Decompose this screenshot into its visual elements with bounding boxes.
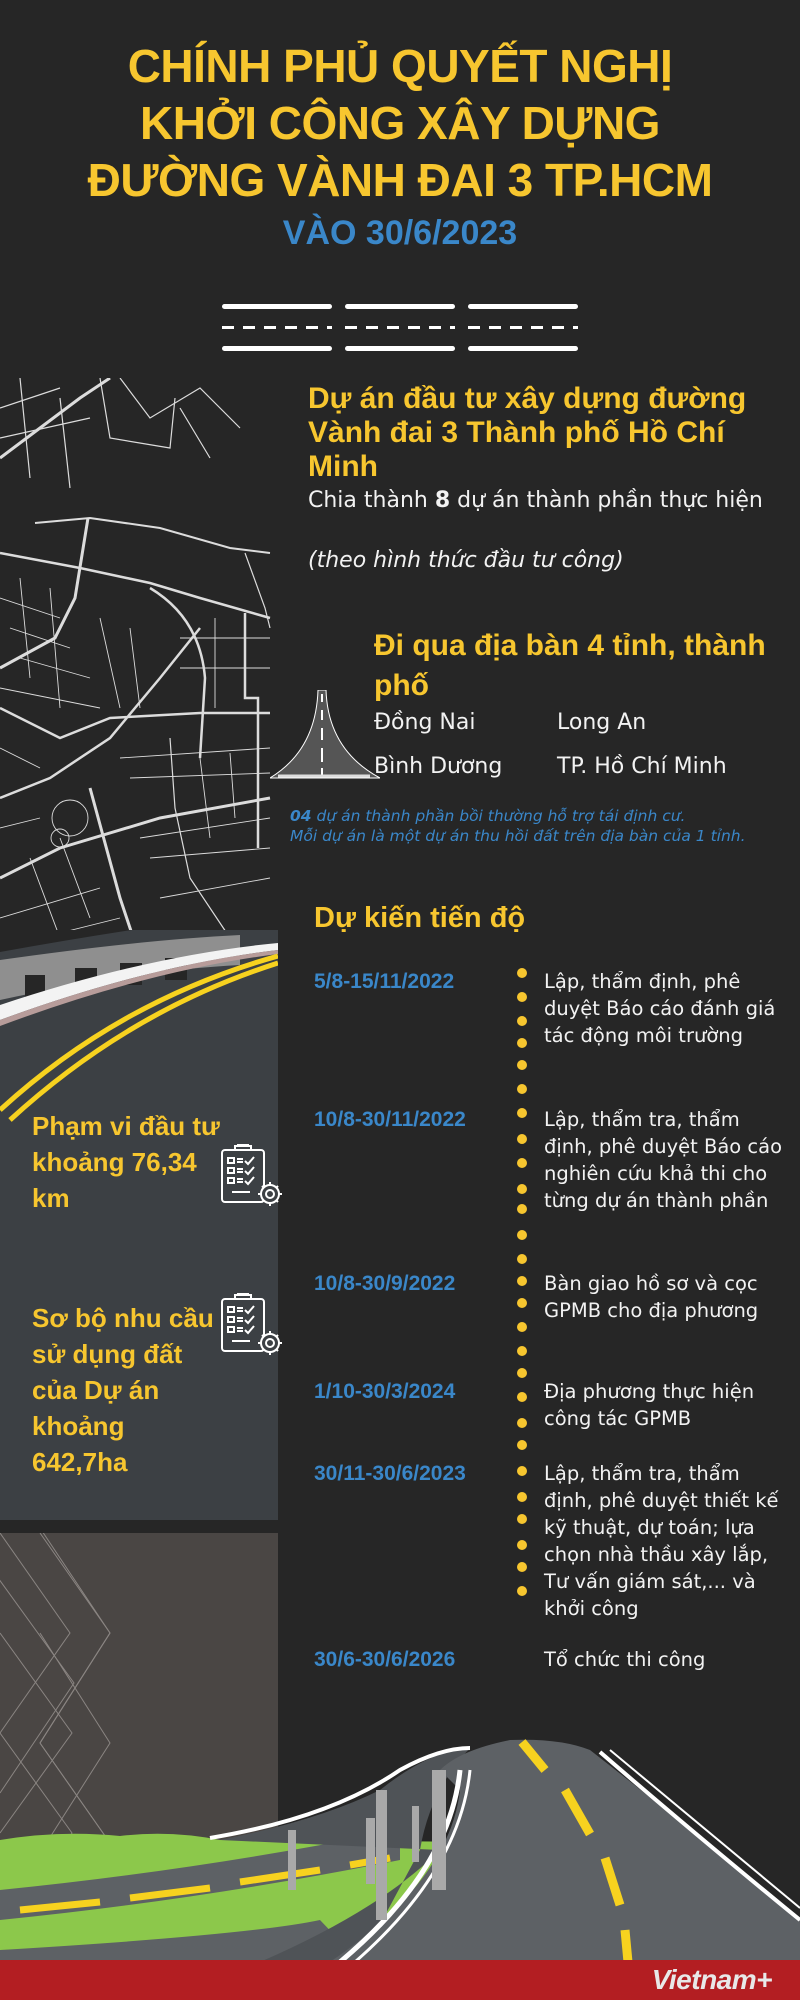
schedule-desc: Bàn giao hồ sơ và cọc GPMB cho địa phương — [544, 1272, 759, 1322]
schedule-row — [314, 968, 800, 1106]
schedule-row — [314, 1646, 800, 1673]
schedule-desc: Tổ chức thi công — [544, 1648, 706, 1671]
project-description: Chia thành 8 dự án thành phần thực hiện — [308, 488, 763, 513]
schedule-desc: Địa phương thực hiện công tác GPMB — [544, 1380, 755, 1430]
component-count: 8 — [434, 488, 451, 513]
checklist-gear-icon — [218, 1293, 284, 1359]
province-item: TP. Hồ Chí Minh — [557, 754, 727, 779]
schedule-desc: Lập, thẩm định, phê duyệt Báo cáo đánh giá tác động môi trường — [544, 970, 776, 1047]
page-title — [0, 38, 800, 209]
city-map-illustration — [0, 378, 278, 958]
stat-land: Sơ bộ nhu cầu sử dụng đất của Dự án khoảng 642,7ha — [32, 1303, 214, 1477]
vietnamplus-logo: Vietnam+ — [651, 1964, 772, 1995]
schedule-date: 5/8-15/11/2022 — [314, 970, 455, 993]
project-investment-note: (theo hình thức đầu tư công) — [308, 548, 624, 573]
schedule-date: 30/11-30/6/2023 — [314, 1462, 466, 1485]
schedule-timeline — [314, 968, 800, 1673]
province-item: Đồng Nai — [374, 710, 476, 735]
title-line-3: ĐƯỜNG VÀNH ĐAI 3 TP.HCM — [87, 154, 713, 206]
stat-scope: Phạm vi đầu tư khoảng 76,34 km — [32, 1111, 220, 1213]
schedule-row — [314, 1378, 800, 1460]
schedule-row — [314, 1460, 800, 1646]
road-lane-icon — [222, 300, 578, 354]
schedule-date: 30/6-30/6/2026 — [314, 1648, 456, 1671]
highway-landscape-illustration — [0, 1730, 800, 1962]
provinces-list — [374, 710, 794, 780]
title-line-2: KHỞI CÔNG XÂY DỰNG — [140, 97, 660, 149]
schedule-title: Dự kiến tiến độ — [314, 902, 526, 934]
schedule-date: 1/10-30/3/2024 — [314, 1380, 456, 1403]
schedule-date: 10/8-30/11/2022 — [314, 1108, 466, 1131]
checklist-gear-icon — [218, 1144, 284, 1210]
schedule-row — [314, 1270, 800, 1378]
schedule-date: 10/8-30/9/2022 — [314, 1272, 456, 1295]
province-item: Bình Dương — [374, 754, 503, 779]
highway-perspective-icon — [270, 690, 380, 786]
footer-bar — [0, 1960, 800, 2000]
title-line-1: CHÍNH PHỦ QUYẾT NGHỊ — [127, 40, 673, 92]
schedule-row — [314, 1106, 800, 1270]
province-item: Long An — [557, 710, 647, 735]
schedule-desc: Lập, thẩm tra, thẩm định, phê duyệt Báo cáo nghiên cứu khả thi cho từng dự án thành phần — [544, 1108, 783, 1212]
provinces-title: Đi qua địa bàn 4 tỉnh, thành phố — [374, 629, 766, 702]
page-subtitle: VÀO 30/6/2023 — [282, 214, 518, 252]
schedule-desc: Lập, thẩm tra, thẩm định, phê duyệt thiết kế kỹ thuật, dự toán; lựa chọn nhà thầu xây lắp, Tư vấn giám sát,... và khởi công — [544, 1462, 779, 1620]
resettlement-note: 04 dự án thành phần bồi thường hỗ trợ tái định cư. Mỗi dự án là một dự án thu hồi đất trên địa bàn của 1 tỉnh. — [290, 807, 746, 845]
project-title: Dự án đầu tư xây dựng đường Vành đai 3 Thành phố Hồ Chí Minh — [308, 382, 747, 483]
